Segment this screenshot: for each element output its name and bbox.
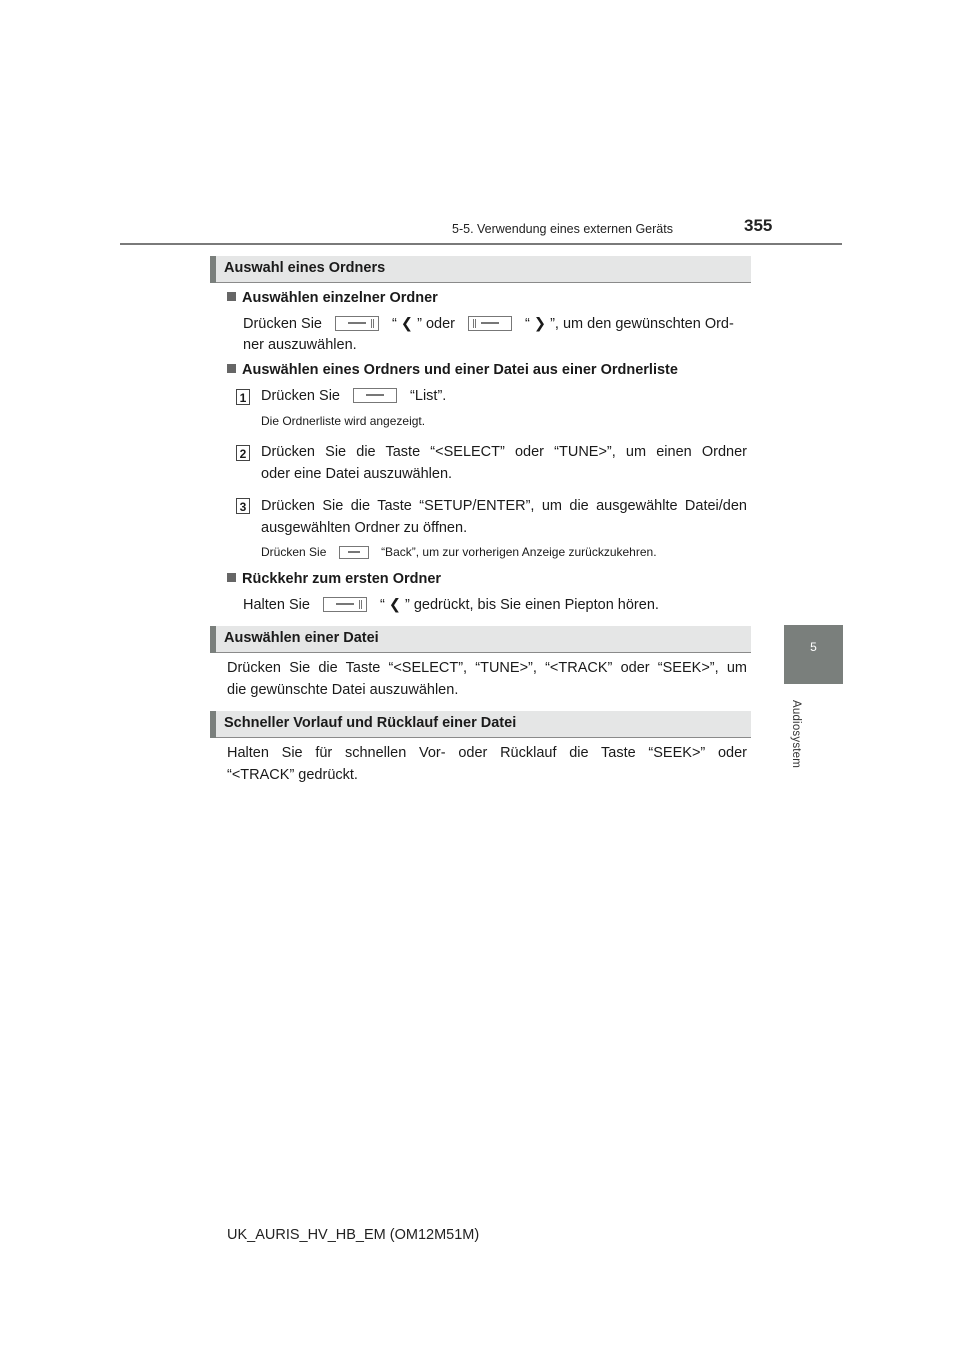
bullet-heading [227,571,441,587]
paragraph-continuation: ner auszuwählen. [243,337,357,353]
page-number: 355 [744,216,773,235]
text-segment: Halten Sie [243,597,310,613]
chapter-label-text: Audiosystem [790,700,802,769]
step-text: Drücken Sie die Taste “SETUP/ENTER”, um die ausgewählte Datei/den [261,498,747,514]
paragraph [243,314,748,335]
step-number: 2 [236,445,250,461]
bullet-heading [227,362,678,378]
paragraph: Drücken Sie die Taste “<SELECT”, “TUNE>”, “<TRACK” oder “SEEK>”, um [227,660,747,676]
section-header-fast-forward-rewind [210,711,751,738]
chapter-tab [784,625,843,684]
text-segment: “ ❮ ” gedrückt, bis Sie einen Piepton hören. [379,597,659,613]
section-header-folder-selection [210,256,751,283]
right-seek-button-icon [468,316,512,331]
header-rule [120,243,842,245]
text-segment: “ ❮ ” oder [392,316,455,332]
section-header-text: Auswahl eines Ordners [224,260,386,276]
section-header-text: Auswählen einer Datei [224,630,379,646]
text-segment: “List”. [410,388,447,404]
paragraph-continuation: die gewünschte Datei auszuwählen. [227,682,459,698]
list-button-icon [353,388,397,403]
step-text-continuation: ausgewählten Ordner zu öffnen. [261,520,468,536]
left-seek-button-icon [335,316,379,331]
text-segment: “Back”, um zur vorherigen Anzeige zurückzukehren. [381,545,657,559]
square-bullet-icon [227,573,236,582]
paragraph [243,595,659,616]
step-text-continuation: oder eine Datei auszuwählen. [261,466,453,482]
step-note: Die Ordnerliste wird angezeigt. [261,414,426,428]
square-bullet-icon [227,364,236,373]
step-text: Drücken Sie die Taste “<SELECT” oder “TUNE>”, um einen Ordner [261,444,747,460]
paragraph-continuation: “<TRACK” gedrückt. [227,767,358,783]
text-segment: Drücken Sie [261,545,327,559]
document-code: UK_AURIS_HV_HB_EM (OM12M51M) [227,1227,480,1243]
bullet-heading-text: Rückkehr zum ersten Ordner [242,571,442,587]
chapter-number: 5 [810,640,817,654]
bullet-heading-text: Auswählen eines Ordners und einer Datei aus einer Ordnerliste [242,362,678,378]
paragraph: Halten Sie für schnellen Vor- oder Rücklauf die Taste “SEEK>” oder [227,745,747,761]
bullet-heading [227,290,438,306]
step-text [261,386,446,407]
step-number: 1 [236,389,250,405]
left-seek-button-icon [323,597,367,612]
square-bullet-icon [227,292,236,301]
step-number: 3 [236,498,250,514]
section-title: 5-5. Verwendung eines externen Geräts [452,222,673,236]
step-note [261,545,657,559]
section-header-file-selection [210,626,751,653]
text-segment: “ ❯ ”, um den gewünschten Ord- [525,316,734,332]
section-header-text: Schneller Vorlauf und Rücklauf einer Datei [224,715,517,731]
text-segment: Drücken Sie [243,316,322,332]
text-segment: Drücken Sie [261,388,340,404]
bullet-heading-text: Auswählen einzelner Ordner [242,290,438,306]
back-button-icon [339,546,369,559]
chapter-label [780,700,812,790]
